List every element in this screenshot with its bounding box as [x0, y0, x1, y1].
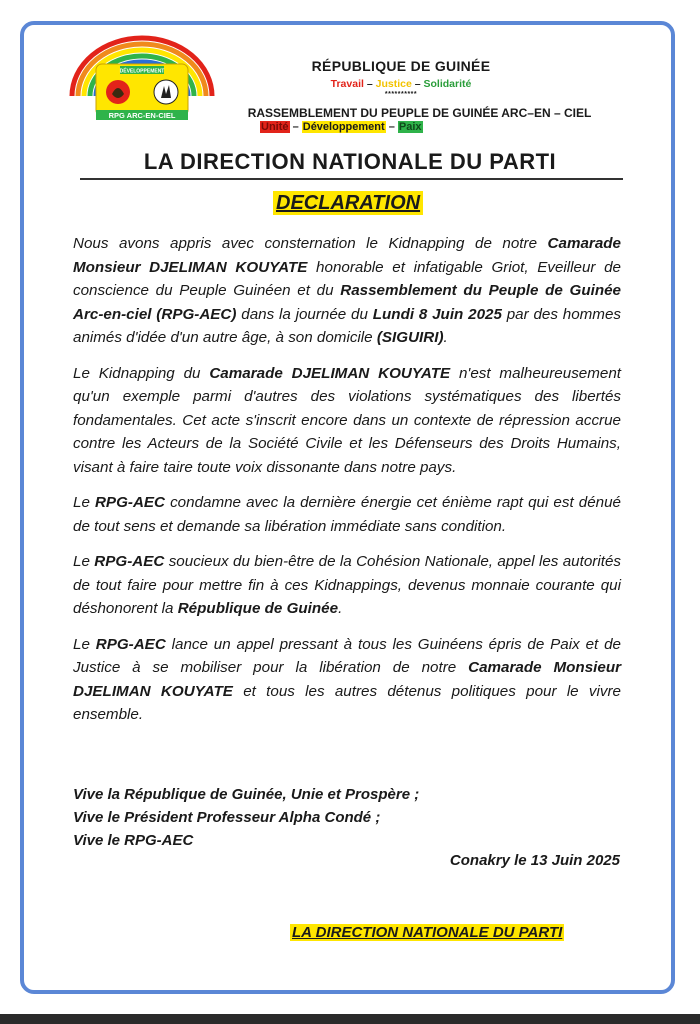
header-center: [196, 58, 606, 99]
logo-text: RPG ARC-EN-CIEL: [108, 111, 176, 120]
motto-word-3: Solidarité: [423, 78, 472, 90]
text-run: et tous les autres détenus politiques pour le vivre ensemble.: [73, 682, 621, 723]
republic-name: RÉPUBLIQUE DE GUINÉE: [311, 58, 491, 74]
bold-run: RPG-AEC: [94, 494, 166, 511]
paragraph-1: [73, 232, 621, 350]
closing-line-2: Vive le Président Professeur Alpha Condé ;: [73, 809, 381, 826]
text-run: Nous avons appris avec consternation le Kidnapping de notre: [73, 235, 548, 252]
paragraph-5: [73, 633, 621, 727]
text-run: Le Kidnapping du: [73, 364, 210, 382]
title-underline: [80, 178, 623, 180]
rpg-arc-en-ciel-logo: [68, 34, 216, 128]
text-run: .: [338, 600, 343, 617]
declaration-label: DECLARATION: [273, 191, 423, 215]
party-motto-dash-2: –: [388, 121, 395, 133]
text-run: lance un appel pressant à tous les Guinéens épris de Paix et de Justice à se mobiliser pour la libération de notre: [73, 635, 621, 676]
text-run: Le: [73, 553, 95, 570]
text-run: condamne avec la dernière énergie cet énième rapt qui est dénué de tout sens et demande sa libération immédiate sans condition.: [73, 494, 621, 535]
paragraph-3: [73, 491, 621, 538]
party-motto: [260, 121, 423, 133]
closing-line-3: Vive le RPG-AEC: [73, 832, 194, 849]
logo-top-text: DÉVELOPPEMENT: [119, 68, 165, 75]
signature-line: LA DIRECTION NATIONALE DU PARTI: [292, 924, 563, 941]
bold-run: Camarade DJELIMAN KOUYATE: [209, 364, 451, 382]
bold-run: Lundi 8 Juin 2025: [372, 305, 502, 323]
bottom-bar: [0, 1014, 700, 1024]
place-and-date: Conakry le 13 Juin 2025: [449, 852, 620, 869]
closing-slogans: [73, 783, 419, 852]
bold-run: (SIGUIRI): [376, 329, 444, 346]
bold-run: Camarade Monsieur DJELIMAN KOUYATE: [73, 235, 621, 276]
bold-run: RPG-AEC: [94, 553, 165, 570]
text-run: n'est malheureusement qu'un exemple parmi d'autres des violations systématiques des libertés fondamentales. Cet acte s'inscrit encore dans un contexte de répression accrue contre les Acteurs de la Société Civile et les Défenseurs des Droits Humains, visant à faire taire toute voix dissonante dans notre pays.: [73, 364, 621, 476]
party-name: RASSEMBLEMENT DU PEUPLE DE GUINÉE ARC–EN – CIEL: [247, 106, 592, 120]
declaration-body: [73, 232, 621, 739]
party-motto-word-3: Paix: [398, 121, 422, 133]
text-run: soucieux du bien-être de la Cohésion Nationale, appel les autorités de tout faire pour mettre fin à ces Kidnappings, devenus monnaie courante qui déshonorent la: [73, 553, 621, 617]
party-motto-dash-1: –: [292, 121, 299, 133]
national-motto: [196, 78, 606, 90]
closing-line-1: Vive la République de Guinée, Unie et Prospère ;: [73, 786, 420, 803]
paragraph-4: [73, 550, 621, 621]
party-motto-word-2: Développement: [302, 121, 385, 133]
motto-dash-2: –: [414, 78, 421, 90]
document-title: LA DIRECTION NATIONALE DU PARTI: [143, 149, 557, 174]
text-run: Le: [73, 635, 96, 653]
paragraph-2: [73, 362, 621, 480]
bold-run: Camarade Monsieur DJELIMAN KOUYATE: [73, 659, 622, 700]
text-run: honorable et infatigable Griot, Eveilleur de conscience du Peuple Guinéen et du: [73, 258, 621, 299]
party-motto-word-1: Unité: [261, 121, 289, 133]
bold-run: RPG-AEC: [95, 635, 166, 653]
text-run: dans la journée du: [236, 305, 373, 323]
motto-dash-1: –: [366, 78, 373, 90]
bold-run: République de Guinée: [177, 600, 339, 617]
text-run: Le: [73, 494, 95, 511]
text-run: par des hommes animés d'idée d'un autre âge, à son domicile: [73, 305, 621, 346]
stars-divider: **********: [384, 91, 418, 98]
motto-word-2: Justice: [375, 78, 412, 90]
text-run: .: [443, 329, 448, 346]
bold-run: Rassemblement du Peuple de Guinée Arc-en-ciel (RPG-AEC): [73, 282, 621, 323]
motto-word-1: Travail: [330, 78, 364, 90]
